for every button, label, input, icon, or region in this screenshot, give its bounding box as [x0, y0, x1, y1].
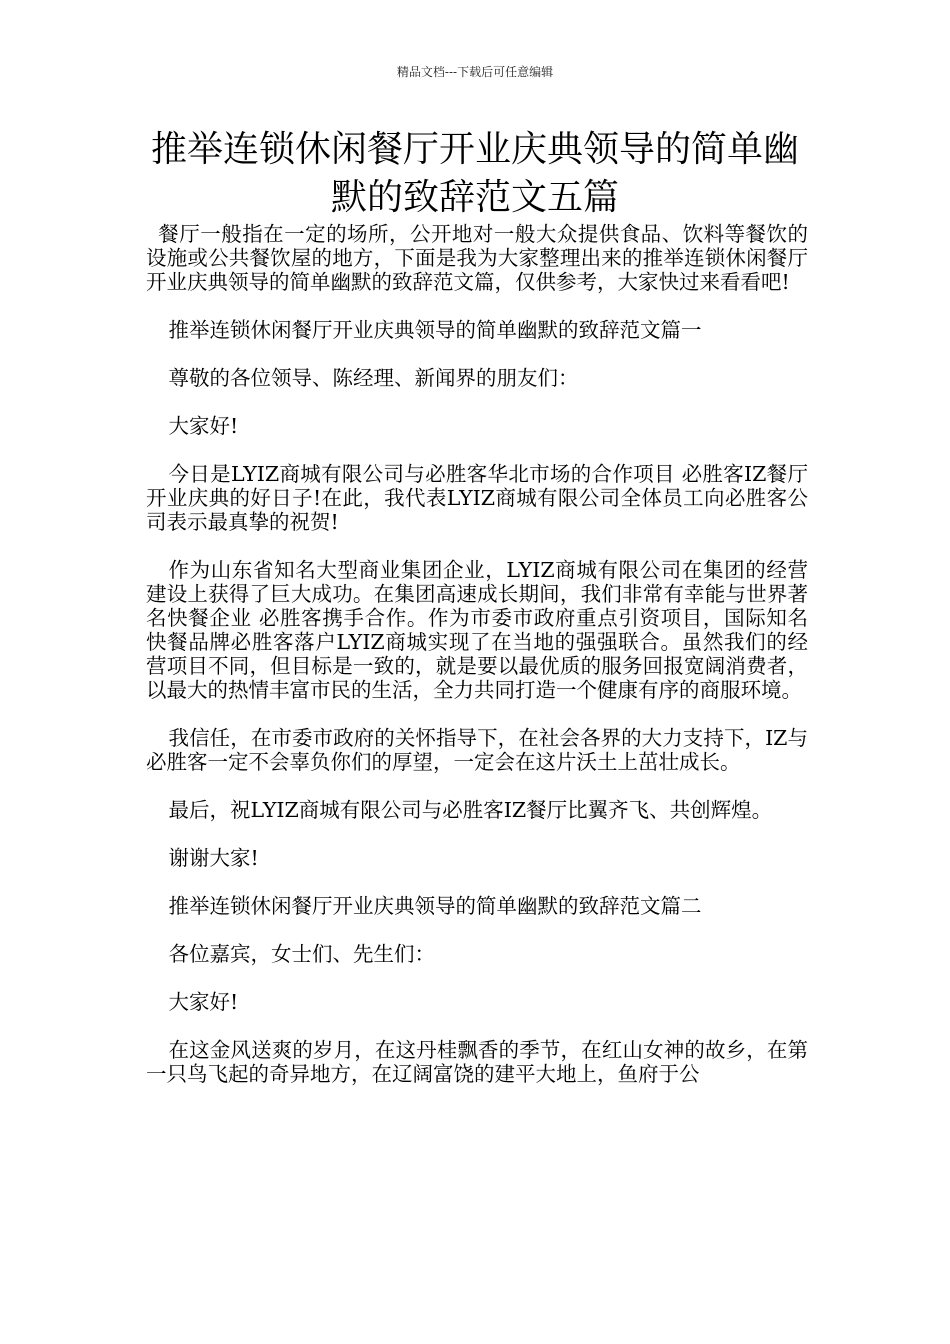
page-header: 精品文档---下载后可任意编辑: [396, 65, 554, 79]
body-paragraph: 在这金风送爽的岁月，在这丹桂飘香的季节，在红山女神的故乡，在第一只鸟飞起的奇异地方，在辽阔富饶的建平大地上，鱼府于公: [146, 1038, 808, 1086]
salutation: 各位嘉宾，女士们、先生们：: [168, 942, 436, 966]
document-title: 推举连锁休闲餐厅开业庆典领导的简单幽默的致辞范文五篇: [150, 129, 799, 218]
document-body: [146, 222, 808, 1110]
intro-paragraph: 餐厅一般指在一定的场所，公开地对一般大众提供食品、饮料等餐饮的设施或公共餐饮屋的地方，下面是我为大家整理出来的推举连锁休闲餐厅开业庆典领导的简单幽默的致辞范文篇，仅供参考，大家快过来看看吧!: [146, 222, 808, 294]
section-heading-2: 推举连锁休闲餐厅开业庆典领导的简单幽默的致辞范文篇二: [168, 894, 702, 918]
greeting: 大家好!: [168, 414, 239, 438]
body-paragraph: 作为山东省知名大型商业集团企业，LYIZ商城有限公司在集团的经营建设上获得了巨大成功。在集团高速成长期间，我们非常有幸能与世界著名快餐企业 必胜客携手合作。作为市委市政府重点引资项目，国际知名快餐品牌必胜客落户LYIZ商城实现了在当地的强强联合。虽然我们的经营项目不同，但目标是一致的，就是要以最优质的服务回报宽阔消费者，以最大的热情丰富市民的生活，全力共同打造一个健康有序的商服环境。: [146, 558, 808, 702]
body-paragraph: 我信任，在市委市政府的关怀指导下，在社会各界的大力支持下，IZ与必胜客一定不会辜负你们的厚望，一定会在这片沃土上茁壮成长。: [146, 726, 808, 774]
section-heading-1: 推举连锁休闲餐厅开业庆典领导的简单幽默的致辞范文篇一: [168, 318, 702, 342]
salutation: 尊敬的各位领导、陈经理、新闻界的朋友们：: [168, 366, 579, 390]
body-paragraph: 今日是LYIZ商城有限公司与必胜客华北市场的合作项目 必胜客IZ餐厅开业庆典的好日子!在此，我代表LYIZ商城有限公司全体员工向必胜客公司表示最真挚的祝贺!: [146, 462, 808, 534]
greeting: 大家好!: [168, 990, 239, 1014]
body-paragraph: 最后，祝LYIZ商城有限公司与必胜客IZ餐厅比翼齐飞、共创辉煌。: [168, 798, 773, 822]
closing-thanks: 谢谢大家!: [168, 846, 259, 870]
